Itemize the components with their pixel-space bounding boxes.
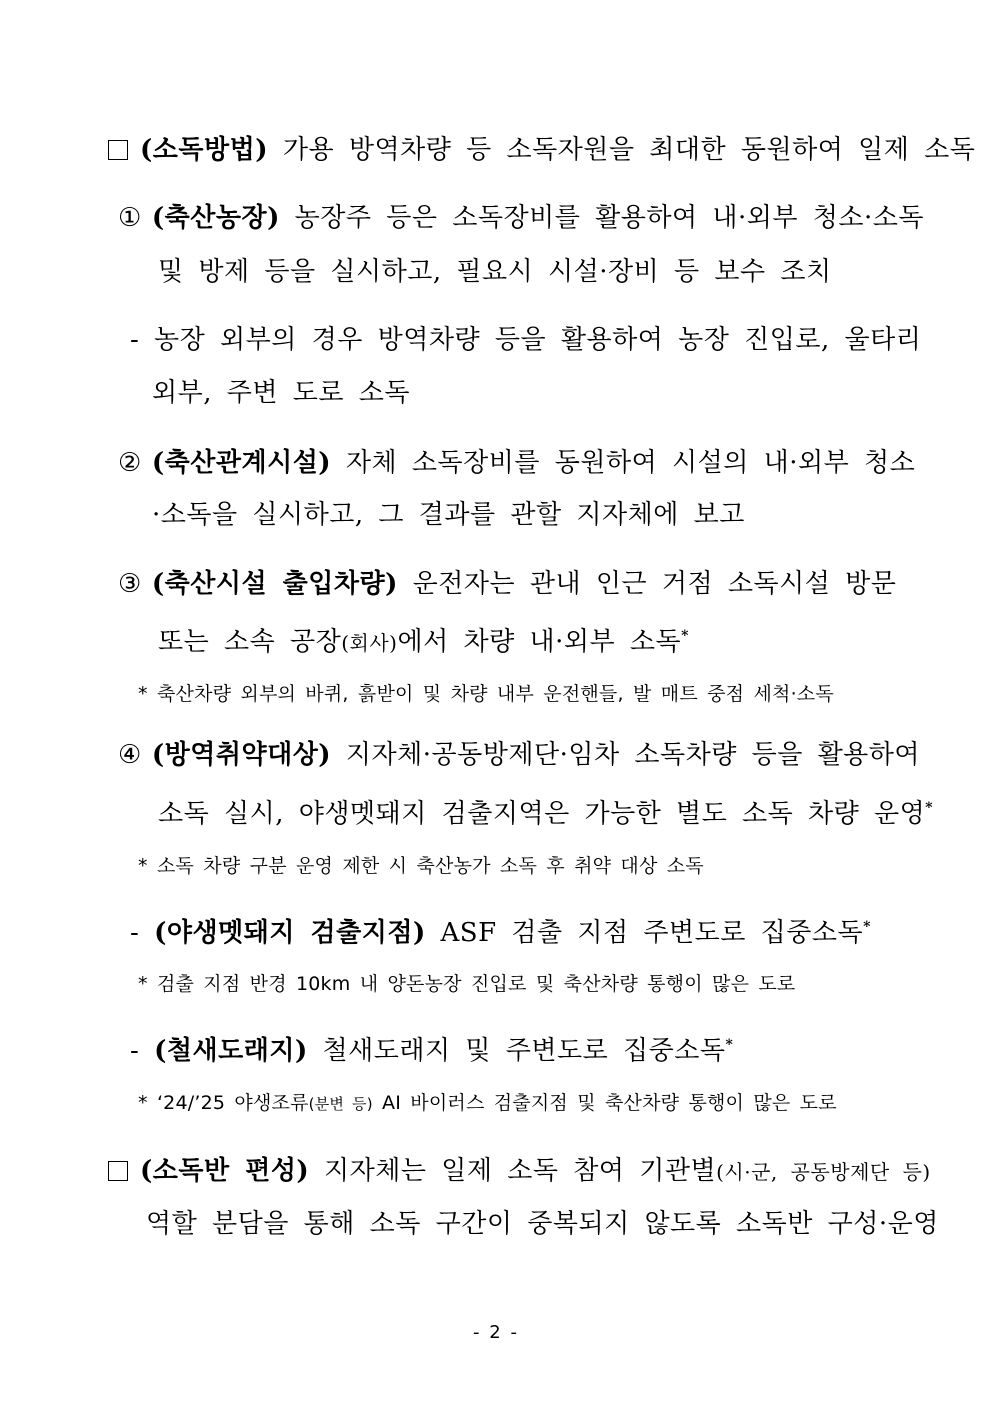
item-text: 철새도래지 및 주변도로 집중소독 bbox=[322, 1036, 726, 1066]
item-label: (방역취약대상) bbox=[151, 740, 332, 770]
footnote-marker: * bbox=[925, 800, 934, 816]
note-part: * ‘24/’25 야생조류 bbox=[138, 1092, 309, 1114]
item-label: (축산시설 출입차량) bbox=[151, 569, 398, 599]
section-text-small: (시·군, 공동방제단 등) bbox=[716, 1160, 931, 1184]
section-text: 지자체는 일제 소독 참여 기관별 bbox=[324, 1156, 717, 1186]
item-text: 자체 소독장비를 동원하여 시설의 내·외부 청소 bbox=[345, 448, 916, 478]
page-number: - 2 - bbox=[473, 1322, 519, 1343]
dash-farm-exterior-line2: 외부, 주변 도로 소독 bbox=[152, 378, 410, 408]
note-part-small: (분변 등) bbox=[308, 1095, 373, 1113]
item-livestock-farm-line2: 및 방제 등을 실시하고, 필요시 시설·장비 등 보수 조치 bbox=[158, 257, 832, 287]
item-text: ASF 검출 지점 주변도로 집중소독 bbox=[440, 918, 864, 948]
item-livestock-farm-line1 bbox=[118, 201, 924, 235]
section-text: 가용 방역차량 등 소독자원을 최대한 동원하여 일제 소독 bbox=[282, 135, 976, 165]
footnote-detection-radius: * 검출 지점 반경 10km 내 양돈농장 진입로 및 축산차량 통행이 많은 도로 bbox=[138, 973, 796, 995]
circled-number-4: ④ bbox=[118, 740, 142, 770]
footnote-marker: * bbox=[725, 1037, 734, 1053]
item-label: (축산농장) bbox=[151, 203, 280, 233]
section-label: (소독방법) bbox=[140, 135, 269, 165]
circled-number-1: ① bbox=[118, 203, 142, 233]
item-facility-vehicles-line1 bbox=[118, 567, 896, 601]
item-livestock-facility-line1 bbox=[118, 446, 915, 480]
item-label: (축산관계시설) bbox=[151, 448, 332, 478]
item-vulnerable-targets-line2 bbox=[158, 791, 933, 831]
dash-marker: - bbox=[130, 1036, 140, 1066]
checkbox-square-icon bbox=[108, 1161, 128, 1181]
item-label: (철새도래지) bbox=[154, 1036, 308, 1066]
footnote-marker: * bbox=[681, 628, 689, 644]
item-text: 농장주 등은 소독장비를 활용하여 내·외부 청소·소독 bbox=[294, 203, 924, 233]
dash-migratory-bird-site bbox=[130, 1028, 733, 1068]
footnote-ai-detection bbox=[138, 1090, 837, 1117]
text-part-small: (회사) bbox=[341, 631, 398, 655]
footnote-vehicle-cleaning: * 축산차량 외부의 바퀴, 흙받이 및 차량 내부 운전핸들, 발 매트 중점 세척·소독 bbox=[138, 683, 834, 705]
text-part: 소독 실시, 야생멧돼지 검출지역은 가능한 별도 소독 차량 운영 bbox=[158, 799, 926, 829]
text-part: 또는 소속 공장 bbox=[158, 627, 342, 657]
footnote-marker: * bbox=[863, 919, 871, 935]
section-label: (소독반 편성) bbox=[140, 1156, 310, 1186]
text-part: 에서 차량 내·외부 소독 bbox=[397, 627, 682, 657]
section-disinfection-method bbox=[108, 133, 975, 167]
checkbox-square-icon bbox=[108, 140, 128, 160]
dash-marker: - bbox=[130, 918, 140, 948]
section-disinfection-team bbox=[108, 1154, 931, 1189]
circled-number-3: ③ bbox=[118, 569, 142, 599]
circled-number-2: ② bbox=[118, 448, 142, 478]
item-label: (야생멧돼지 검출지점) bbox=[154, 918, 426, 948]
item-facility-vehicles-line2 bbox=[158, 619, 689, 660]
dash-farm-exterior-line1: - 농장 외부의 경우 방역차량 등을 활용하여 농장 진입로, 울타리 bbox=[130, 325, 922, 355]
footnote-vehicle-separation: * 소독 차량 구분 운영 제한 시 축산농가 소독 후 취약 대상 소독 bbox=[138, 855, 704, 877]
item-livestock-facility-line2: ·소독을 실시하고, 그 결과를 관할 지자체에 보고 bbox=[152, 500, 745, 530]
item-text: 지자체·공동방제단·임차 소독차량 등을 활용하여 bbox=[345, 740, 921, 770]
dash-wild-boar-site bbox=[130, 910, 871, 950]
section-disinfection-team-line2: 역할 분담을 통해 소독 구간이 중복되지 않도록 소독반 구성·운영 bbox=[146, 1209, 939, 1239]
item-vulnerable-targets-line1 bbox=[118, 738, 920, 772]
item-text: 운전자는 관내 인근 거점 소독시설 방문 bbox=[412, 569, 897, 599]
note-part: AI 바이러스 검출지점 및 축산차량 통행이 많은 도로 bbox=[372, 1092, 837, 1114]
